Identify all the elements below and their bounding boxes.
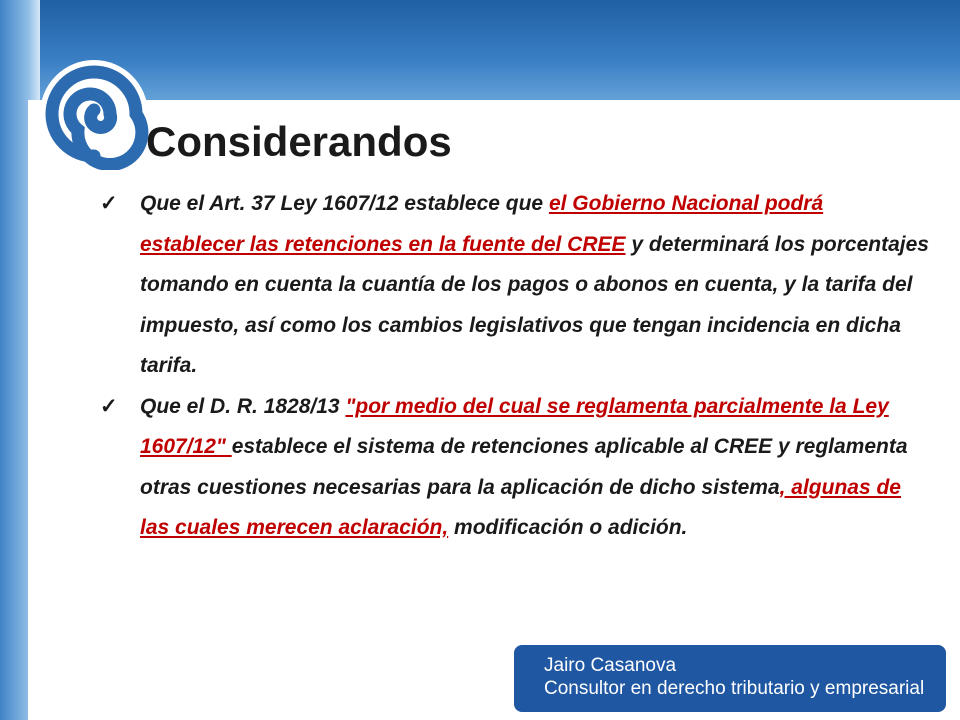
author-role: Consultor en derecho tributario y empresarial bbox=[544, 678, 925, 699]
page-title: Considerandos bbox=[146, 118, 452, 165]
check-icon: ✓ bbox=[100, 394, 118, 418]
highlight-text: , algunas de las cuales merecen aclaración, bbox=[140, 475, 901, 539]
highlight-text: el Gobierno Nacional podrá establecer las retenciones en la fuente del CREE bbox=[140, 192, 824, 256]
bullet-text: Que el Art. 37 Ley 1607/12 establece que bbox=[140, 192, 549, 215]
spiral-logo-icon bbox=[38, 58, 150, 170]
list-item bbox=[100, 387, 930, 549]
highlight-text: "por medio del cual se reglamenta parcialmente la Ley 1607/12" bbox=[140, 394, 889, 458]
author-credit-box bbox=[514, 645, 946, 712]
bullet-text: modificación o adición. bbox=[448, 516, 688, 539]
list-item bbox=[100, 184, 930, 387]
bullet-text: establece el sistema de retenciones aplicable al CREE y reglamenta otras cuestiones necesarias para la aplicación de dicho sistema bbox=[140, 435, 908, 499]
bullet-list bbox=[100, 184, 930, 549]
bullet-text: y determinará los porcentajes tomando en cuenta la cuantía de los pagos o abonos en cuenta, y la tarifa del impuesto, así como los cambios legislativos que tengan incidencia en dicha tarifa. bbox=[140, 232, 929, 377]
check-icon: ✓ bbox=[100, 192, 118, 215]
author-name: Jairo Casanova bbox=[544, 655, 677, 676]
bullet-text: Que el D. R. 1828/13 bbox=[140, 394, 346, 418]
